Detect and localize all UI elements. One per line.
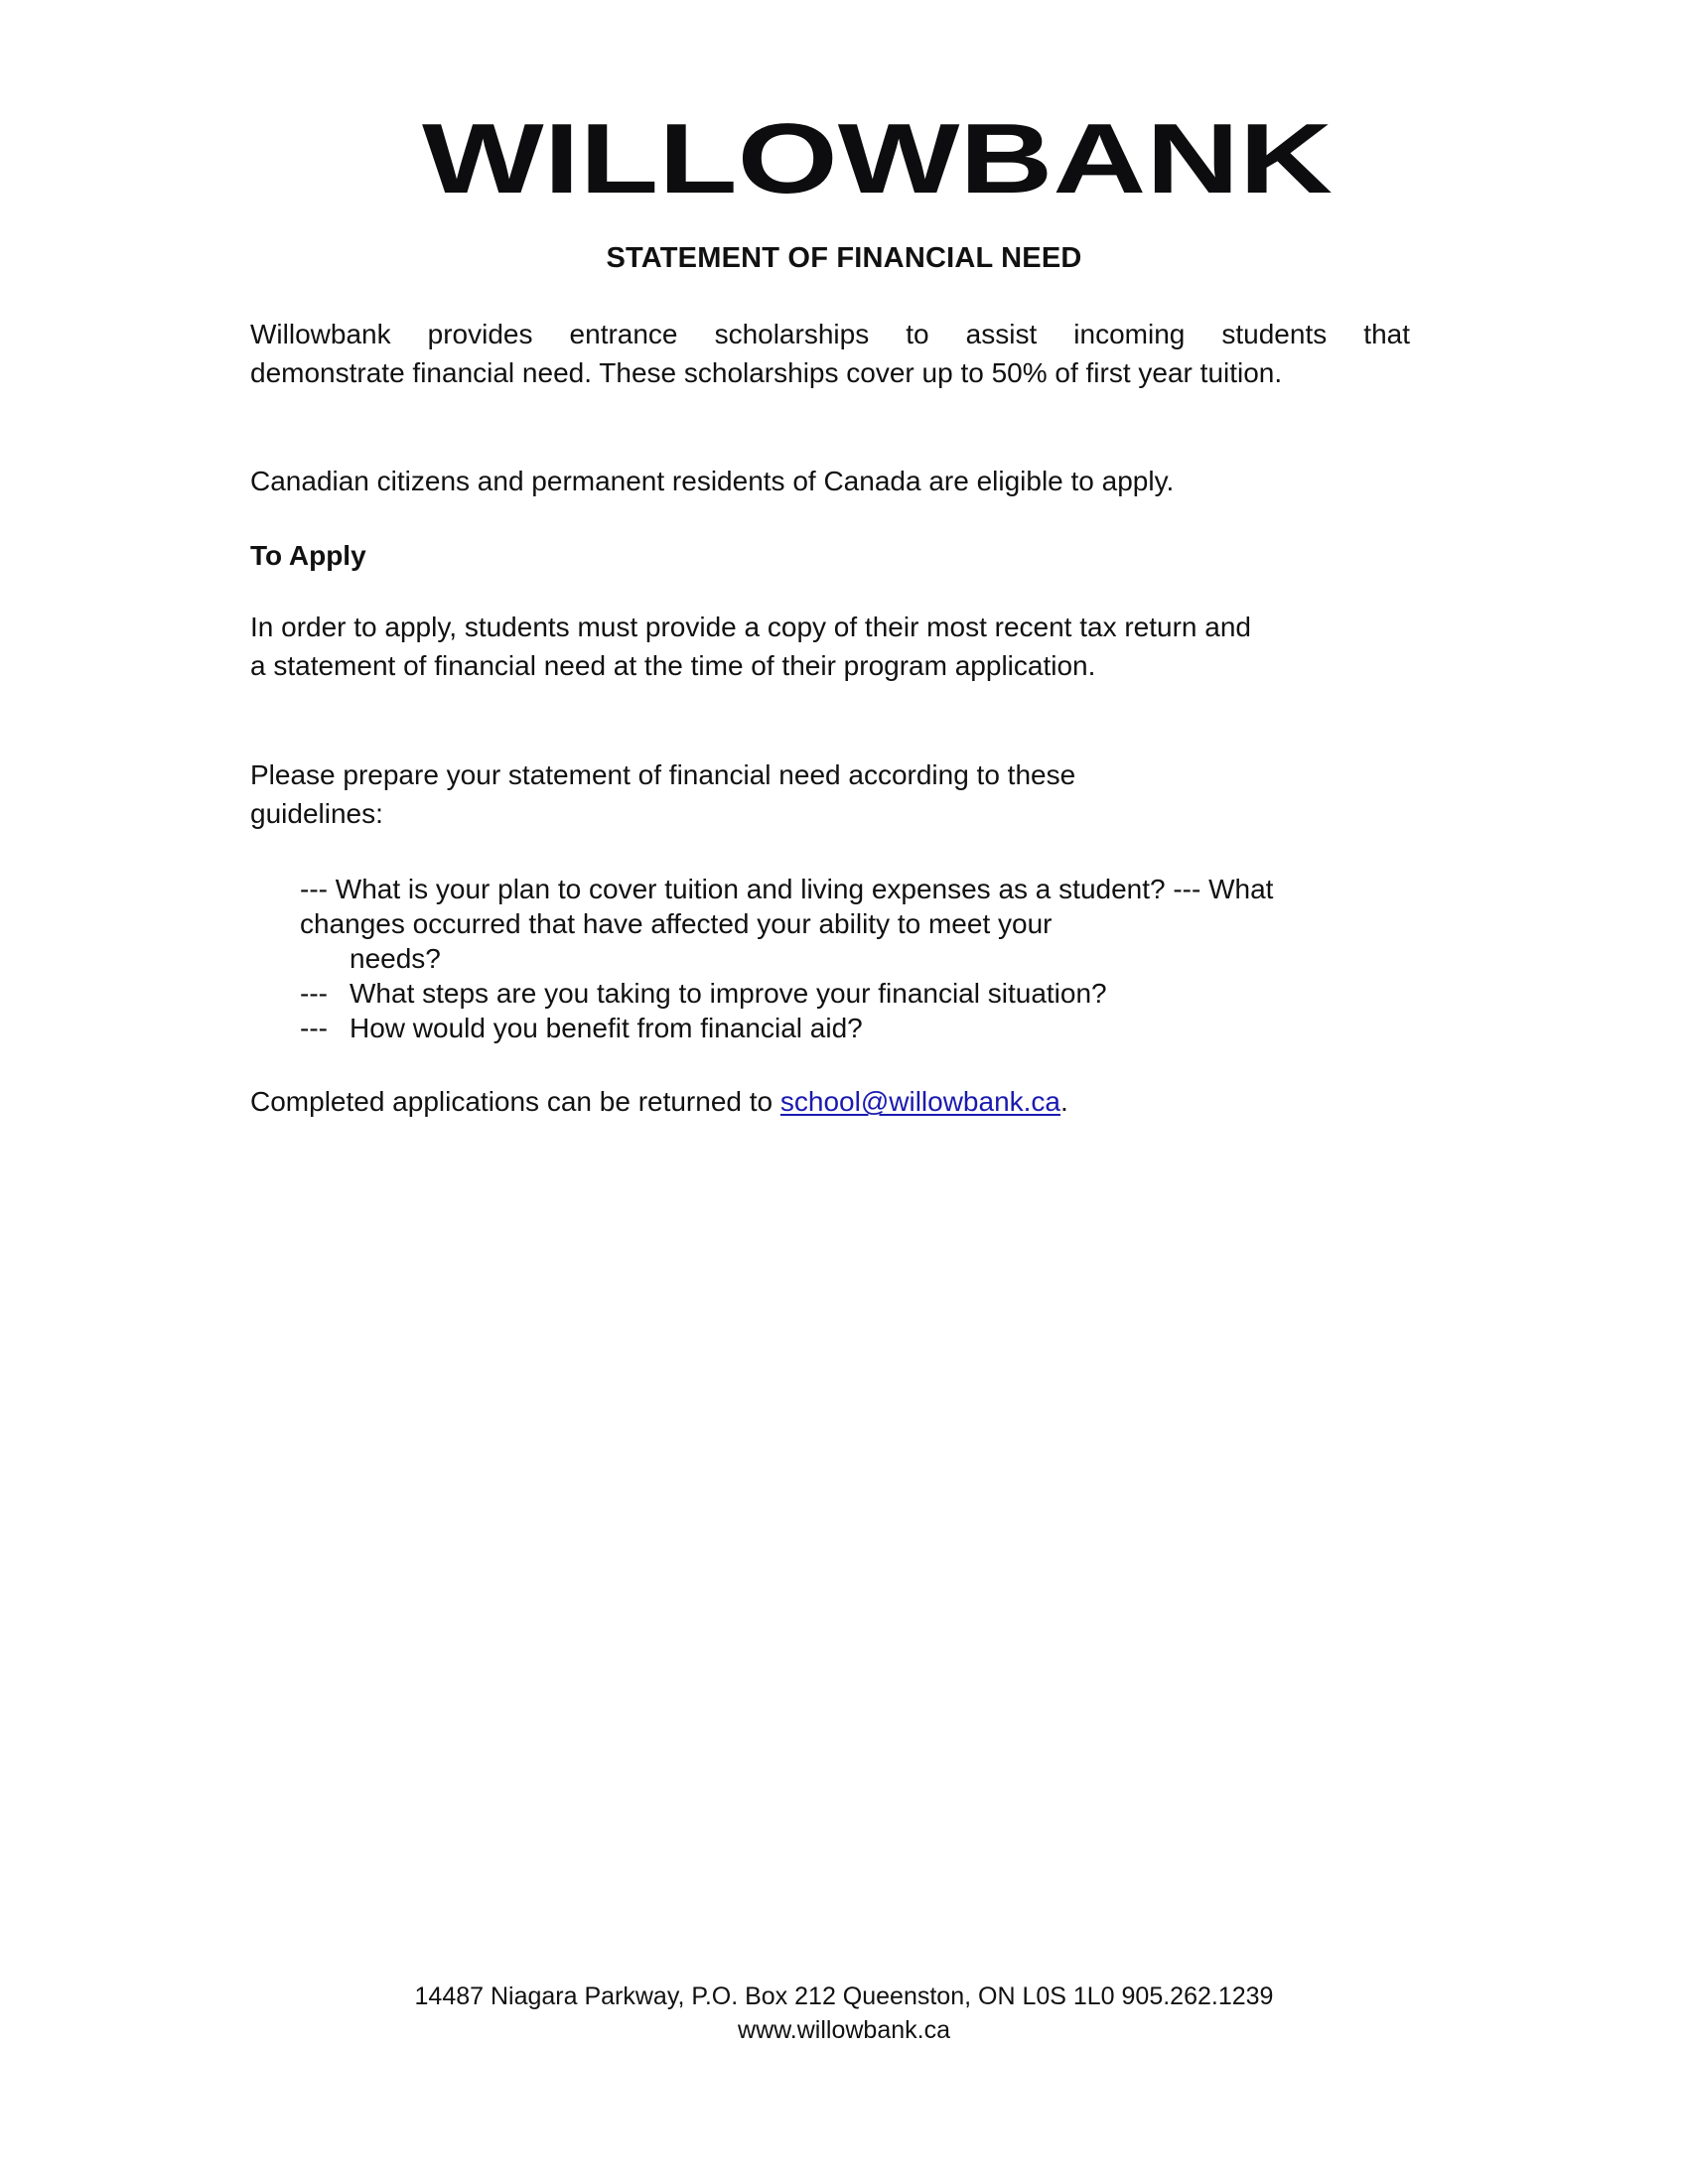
list-item-3: --- How would you benefit from financial aid?: [300, 1013, 863, 1043]
willowbank-logo: [422, 117, 1333, 201]
guidelines-intro: [250, 756, 1075, 833]
eligibility-paragraph: Canadian citizens and permanent residents of Canada are eligible to apply.: [250, 466, 1175, 496]
to-apply-paragraph: [250, 609, 1251, 685]
intro-line-1: Willowbank provides entrance scholarships to assist incoming students that: [250, 319, 1410, 349]
closing-paragraph: [250, 1083, 1068, 1122]
closing-period: .: [1060, 1086, 1068, 1117]
to-apply-line-2: a statement of financial need at the time of their program application.: [250, 649, 1096, 681]
list-item-1-line-1: --- What is your plan to cover tuition and living expenses as a student? --- What: [300, 874, 1274, 904]
guidelines-intro-line-1: Please prepare your statement of financial need according to these: [250, 759, 1076, 790]
logo-wordmark-icon: [422, 117, 1333, 201]
to-apply-heading: To Apply: [250, 540, 366, 571]
intro-paragraph: [250, 316, 1410, 392]
email-link[interactable]: school@willowbank.ca: [779, 1086, 1060, 1117]
footer-website: www.willowbank.ca: [738, 2016, 950, 2044]
dash-bullet-icon: ---: [300, 978, 328, 1009]
dash-bullet-icon: ---: [300, 874, 328, 904]
svg-text:WILLOWBANK: WILLOWBANK: [422, 117, 1333, 201]
to-apply-line-1: In order to apply, students must provide a copy of their most recent tax return and: [250, 612, 1251, 642]
list-item-1-line-3: needs?: [350, 943, 441, 974]
list-item-1-line-2: changes occurred that have affected your ability to meet your: [300, 908, 1053, 939]
closing-text: Completed applications can be returned to: [250, 1086, 780, 1117]
document-title: STATEMENT OF FINANCIAL NEED: [606, 242, 1082, 274]
guidelines-intro-line-2: guidelines:: [250, 797, 383, 829]
footer-address: 14487 Niagara Parkway, P.O. Box 212 Queenston, ON L0S 1L0 905.262.1239: [414, 1982, 1274, 2010]
list-item-2: --- What steps are you taking to improve your financial situation?: [300, 978, 1107, 1009]
dash-bullet-icon: ---: [300, 1013, 328, 1043]
intro-line-2: demonstrate financial need. These scholarships cover up to 50% of first year tuition.: [250, 356, 1283, 388]
